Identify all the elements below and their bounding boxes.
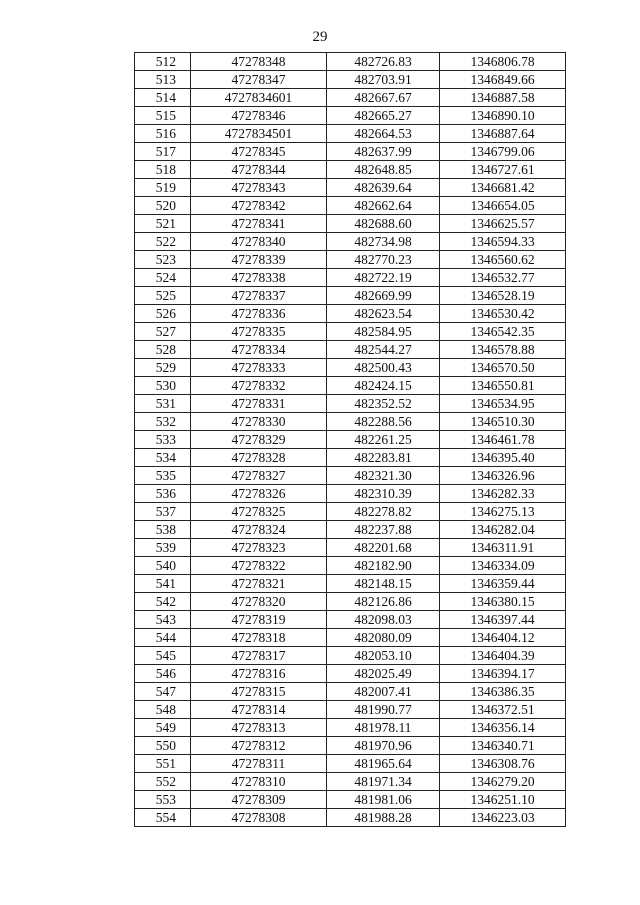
x-coordinate-cell: 482544.27	[327, 341, 440, 359]
x-coordinate-cell: 482734.98	[327, 233, 440, 251]
x-coordinate-cell: 482770.23	[327, 251, 440, 269]
y-coordinate-cell: 1346530.42	[440, 305, 566, 323]
table-row	[135, 467, 566, 485]
y-coordinate-cell: 1346528.19	[440, 287, 566, 305]
y-coordinate-cell: 1346887.64	[440, 125, 566, 143]
table-row	[135, 413, 566, 431]
point-number-cell: 542	[135, 593, 191, 611]
point-number-cell: 552	[135, 773, 191, 791]
point-number-cell: 518	[135, 161, 191, 179]
table-row	[135, 287, 566, 305]
point-id-cell: 47278327	[191, 467, 327, 485]
point-id-cell: 47278335	[191, 323, 327, 341]
x-coordinate-cell: 482703.91	[327, 71, 440, 89]
point-number-cell: 522	[135, 233, 191, 251]
y-coordinate-cell: 1346282.04	[440, 521, 566, 539]
point-id-cell: 47278317	[191, 647, 327, 665]
coordinates-table	[134, 52, 566, 827]
point-id-cell: 47278332	[191, 377, 327, 395]
point-number-cell: 553	[135, 791, 191, 809]
point-number-cell: 537	[135, 503, 191, 521]
table-row	[135, 485, 566, 503]
y-coordinate-cell: 1346223.03	[440, 809, 566, 827]
point-number-cell: 512	[135, 53, 191, 71]
y-coordinate-cell: 1346395.40	[440, 449, 566, 467]
x-coordinate-cell: 482664.53	[327, 125, 440, 143]
y-coordinate-cell: 1346386.35	[440, 683, 566, 701]
point-id-cell: 47278318	[191, 629, 327, 647]
table-row	[135, 683, 566, 701]
point-id-cell: 47278325	[191, 503, 327, 521]
point-id-cell: 47278346	[191, 107, 327, 125]
point-number-cell: 531	[135, 395, 191, 413]
table-row	[135, 701, 566, 719]
table-row	[135, 665, 566, 683]
y-coordinate-cell: 1346849.66	[440, 71, 566, 89]
y-coordinate-cell: 1346404.39	[440, 647, 566, 665]
table-row	[135, 251, 566, 269]
y-coordinate-cell: 1346340.71	[440, 737, 566, 755]
y-coordinate-cell: 1346308.76	[440, 755, 566, 773]
y-coordinate-cell: 1346534.95	[440, 395, 566, 413]
table-row	[135, 737, 566, 755]
y-coordinate-cell: 1346356.14	[440, 719, 566, 737]
point-number-cell: 524	[135, 269, 191, 287]
table-row	[135, 359, 566, 377]
y-coordinate-cell: 1346560.62	[440, 251, 566, 269]
y-coordinate-cell: 1346890.10	[440, 107, 566, 125]
point-id-cell: 47278310	[191, 773, 327, 791]
point-id-cell: 47278324	[191, 521, 327, 539]
point-id-cell: 47278339	[191, 251, 327, 269]
point-id-cell: 47278341	[191, 215, 327, 233]
table-row	[135, 503, 566, 521]
table-row	[135, 89, 566, 107]
x-coordinate-cell: 482025.49	[327, 665, 440, 683]
point-number-cell: 548	[135, 701, 191, 719]
x-coordinate-cell: 482278.82	[327, 503, 440, 521]
point-id-cell: 47278321	[191, 575, 327, 593]
point-id-cell: 47278328	[191, 449, 327, 467]
point-id-cell: 47278338	[191, 269, 327, 287]
table-row	[135, 755, 566, 773]
table-row	[135, 431, 566, 449]
point-id-cell: 47278344	[191, 161, 327, 179]
table-row	[135, 377, 566, 395]
point-number-cell: 551	[135, 755, 191, 773]
point-id-cell: 47278342	[191, 197, 327, 215]
x-coordinate-cell: 482726.83	[327, 53, 440, 71]
point-number-cell: 535	[135, 467, 191, 485]
point-number-cell: 527	[135, 323, 191, 341]
x-coordinate-cell: 481978.11	[327, 719, 440, 737]
point-id-cell: 47278337	[191, 287, 327, 305]
point-number-cell: 520	[135, 197, 191, 215]
point-number-cell: 534	[135, 449, 191, 467]
x-coordinate-cell: 482201.68	[327, 539, 440, 557]
table-row	[135, 269, 566, 287]
table-row	[135, 125, 566, 143]
table-row	[135, 179, 566, 197]
point-number-cell: 533	[135, 431, 191, 449]
table-row	[135, 449, 566, 467]
point-id-cell: 47278313	[191, 719, 327, 737]
point-id-cell: 47278340	[191, 233, 327, 251]
y-coordinate-cell: 1346334.09	[440, 557, 566, 575]
x-coordinate-cell: 481990.77	[327, 701, 440, 719]
table-row	[135, 791, 566, 809]
x-coordinate-cell: 482126.86	[327, 593, 440, 611]
x-coordinate-cell: 482098.03	[327, 611, 440, 629]
table-row	[135, 107, 566, 125]
x-coordinate-cell: 482288.56	[327, 413, 440, 431]
point-number-cell: 528	[135, 341, 191, 359]
y-coordinate-cell: 1346510.30	[440, 413, 566, 431]
x-coordinate-cell: 482007.41	[327, 683, 440, 701]
point-number-cell: 547	[135, 683, 191, 701]
point-id-cell: 47278345	[191, 143, 327, 161]
point-id-cell: 47278322	[191, 557, 327, 575]
x-coordinate-cell: 482310.39	[327, 485, 440, 503]
table-row	[135, 539, 566, 557]
x-coordinate-cell: 482648.85	[327, 161, 440, 179]
point-id-cell: 4727834601	[191, 89, 327, 107]
x-coordinate-cell: 482148.15	[327, 575, 440, 593]
x-coordinate-cell: 482637.99	[327, 143, 440, 161]
point-number-cell: 514	[135, 89, 191, 107]
y-coordinate-cell: 1346461.78	[440, 431, 566, 449]
point-number-cell: 521	[135, 215, 191, 233]
table-row	[135, 809, 566, 827]
x-coordinate-cell: 482080.09	[327, 629, 440, 647]
y-coordinate-cell: 1346404.12	[440, 629, 566, 647]
y-coordinate-cell: 1346550.81	[440, 377, 566, 395]
page-number: 29	[312, 29, 328, 45]
x-coordinate-cell: 482283.81	[327, 449, 440, 467]
y-coordinate-cell: 1346542.35	[440, 323, 566, 341]
x-coordinate-cell: 481988.28	[327, 809, 440, 827]
point-number-cell: 539	[135, 539, 191, 557]
x-coordinate-cell: 482261.25	[327, 431, 440, 449]
point-number-cell: 536	[135, 485, 191, 503]
point-id-cell: 47278347	[191, 71, 327, 89]
x-coordinate-cell: 482623.54	[327, 305, 440, 323]
point-id-cell: 47278330	[191, 413, 327, 431]
point-id-cell: 47278334	[191, 341, 327, 359]
x-coordinate-cell: 482321.30	[327, 467, 440, 485]
point-number-cell: 525	[135, 287, 191, 305]
y-coordinate-cell: 1346625.57	[440, 215, 566, 233]
x-coordinate-cell: 482237.88	[327, 521, 440, 539]
point-id-cell: 47278311	[191, 755, 327, 773]
y-coordinate-cell: 1346359.44	[440, 575, 566, 593]
table-row	[135, 647, 566, 665]
table-row	[135, 557, 566, 575]
table-row	[135, 215, 566, 233]
point-number-cell: 546	[135, 665, 191, 683]
table-row	[135, 521, 566, 539]
x-coordinate-cell: 482424.15	[327, 377, 440, 395]
x-coordinate-cell: 481970.96	[327, 737, 440, 755]
point-id-cell: 47278312	[191, 737, 327, 755]
table-row	[135, 305, 566, 323]
point-number-cell: 529	[135, 359, 191, 377]
point-id-cell: 47278348	[191, 53, 327, 71]
table-row	[135, 629, 566, 647]
x-coordinate-cell: 481981.06	[327, 791, 440, 809]
y-coordinate-cell: 1346799.06	[440, 143, 566, 161]
x-coordinate-cell: 482669.99	[327, 287, 440, 305]
point-id-cell: 47278326	[191, 485, 327, 503]
x-coordinate-cell: 481971.34	[327, 773, 440, 791]
point-id-cell: 47278319	[191, 611, 327, 629]
point-id-cell: 47278333	[191, 359, 327, 377]
x-coordinate-cell: 482352.52	[327, 395, 440, 413]
point-id-cell: 47278320	[191, 593, 327, 611]
x-coordinate-cell: 482662.64	[327, 197, 440, 215]
point-number-cell: 545	[135, 647, 191, 665]
table-row	[135, 53, 566, 71]
table-row	[135, 611, 566, 629]
point-number-cell: 515	[135, 107, 191, 125]
y-coordinate-cell: 1346380.15	[440, 593, 566, 611]
point-number-cell: 532	[135, 413, 191, 431]
point-id-cell: 4727834501	[191, 125, 327, 143]
x-coordinate-cell: 482053.10	[327, 647, 440, 665]
point-id-cell: 47278315	[191, 683, 327, 701]
table-row	[135, 341, 566, 359]
table-row	[135, 323, 566, 341]
y-coordinate-cell: 1346806.78	[440, 53, 566, 71]
point-number-cell: 543	[135, 611, 191, 629]
y-coordinate-cell: 1346578.88	[440, 341, 566, 359]
table-row	[135, 575, 566, 593]
point-number-cell: 530	[135, 377, 191, 395]
point-number-cell: 549	[135, 719, 191, 737]
y-coordinate-cell: 1346279.20	[440, 773, 566, 791]
table-row	[135, 233, 566, 251]
y-coordinate-cell: 1346326.96	[440, 467, 566, 485]
point-number-cell: 554	[135, 809, 191, 827]
x-coordinate-cell: 482584.95	[327, 323, 440, 341]
table-row	[135, 143, 566, 161]
point-id-cell: 47278308	[191, 809, 327, 827]
y-coordinate-cell: 1346372.51	[440, 701, 566, 719]
y-coordinate-cell: 1346394.17	[440, 665, 566, 683]
point-number-cell: 526	[135, 305, 191, 323]
x-coordinate-cell: 482639.64	[327, 179, 440, 197]
table-row	[135, 593, 566, 611]
y-coordinate-cell: 1346727.61	[440, 161, 566, 179]
point-id-cell: 47278323	[191, 539, 327, 557]
y-coordinate-cell: 1346251.10	[440, 791, 566, 809]
y-coordinate-cell: 1346594.33	[440, 233, 566, 251]
table-row	[135, 773, 566, 791]
y-coordinate-cell: 1346311.91	[440, 539, 566, 557]
x-coordinate-cell: 482182.90	[327, 557, 440, 575]
x-coordinate-cell: 482665.27	[327, 107, 440, 125]
table-row	[135, 161, 566, 179]
point-id-cell: 47278336	[191, 305, 327, 323]
y-coordinate-cell: 1346654.05	[440, 197, 566, 215]
x-coordinate-cell: 482667.67	[327, 89, 440, 107]
y-coordinate-cell: 1346532.77	[440, 269, 566, 287]
point-id-cell: 47278343	[191, 179, 327, 197]
table-row	[135, 71, 566, 89]
point-id-cell: 47278314	[191, 701, 327, 719]
table-row	[135, 197, 566, 215]
point-number-cell: 550	[135, 737, 191, 755]
y-coordinate-cell: 1346282.33	[440, 485, 566, 503]
point-number-cell: 541	[135, 575, 191, 593]
table-row	[135, 395, 566, 413]
point-number-cell: 540	[135, 557, 191, 575]
x-coordinate-cell: 482688.60	[327, 215, 440, 233]
x-coordinate-cell: 481965.64	[327, 755, 440, 773]
y-coordinate-cell: 1346570.50	[440, 359, 566, 377]
y-coordinate-cell: 1346887.58	[440, 89, 566, 107]
y-coordinate-cell: 1346275.13	[440, 503, 566, 521]
point-id-cell: 47278316	[191, 665, 327, 683]
x-coordinate-cell: 482722.19	[327, 269, 440, 287]
y-coordinate-cell: 1346397.44	[440, 611, 566, 629]
point-id-cell: 47278329	[191, 431, 327, 449]
y-coordinate-cell: 1346681.42	[440, 179, 566, 197]
point-number-cell: 544	[135, 629, 191, 647]
point-number-cell: 513	[135, 71, 191, 89]
point-id-cell: 47278331	[191, 395, 327, 413]
point-number-cell: 519	[135, 179, 191, 197]
x-coordinate-cell: 482500.43	[327, 359, 440, 377]
point-id-cell: 47278309	[191, 791, 327, 809]
point-number-cell: 538	[135, 521, 191, 539]
table-body	[135, 53, 566, 827]
table-row	[135, 719, 566, 737]
point-number-cell: 523	[135, 251, 191, 269]
point-number-cell: 516	[135, 125, 191, 143]
point-number-cell: 517	[135, 143, 191, 161]
